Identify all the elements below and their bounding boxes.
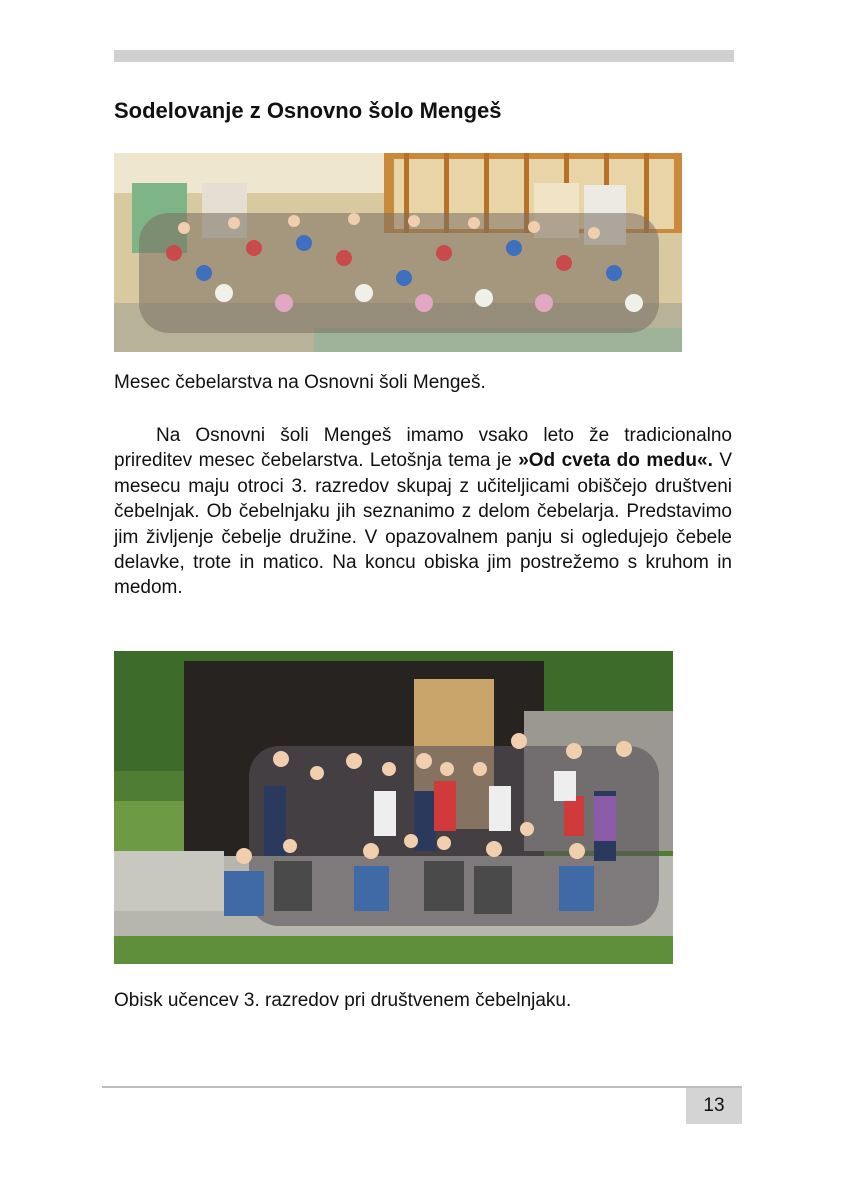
footer-line bbox=[102, 1086, 742, 1088]
photo-caption-2: Obisk učencev 3. razredov pri društvenem čebelnjaku. bbox=[114, 990, 572, 1011]
paragraph-text-part-1: Na Osnovni šoli Mengeš imamo vsako leto že tradicionalno prireditev mesec čebelarstva. Letošnja tema je bbox=[114, 425, 732, 472]
page-number: 13 bbox=[686, 1088, 742, 1124]
header-bar bbox=[114, 50, 734, 62]
photo-caption-1: Mesec čebelarstva na Osnovni šoli Mengeš. bbox=[114, 372, 486, 393]
school-group-photo bbox=[114, 153, 682, 352]
page-heading: Sodelovanje z Osnovno šolo Mengeš bbox=[114, 98, 502, 123]
body-paragraph bbox=[114, 423, 732, 601]
apiary-group-photo bbox=[114, 651, 673, 964]
paragraph-text-part-2: V mesecu maju otroci 3. razredov skupaj z učiteljicami obiščejo društveni čebelnjak. Ob čebelnjaku jih seznanimo z delom čebelarja. Predstavimo jim življenje čebelje družine. V opazovalnem panju si ogledujejo čebele delavke, trote in matico. Na koncu obiska jim postrežemo s kruhom in medom. bbox=[114, 450, 732, 599]
paragraph-bold-theme: »Od cveta do medu«. bbox=[518, 450, 713, 472]
